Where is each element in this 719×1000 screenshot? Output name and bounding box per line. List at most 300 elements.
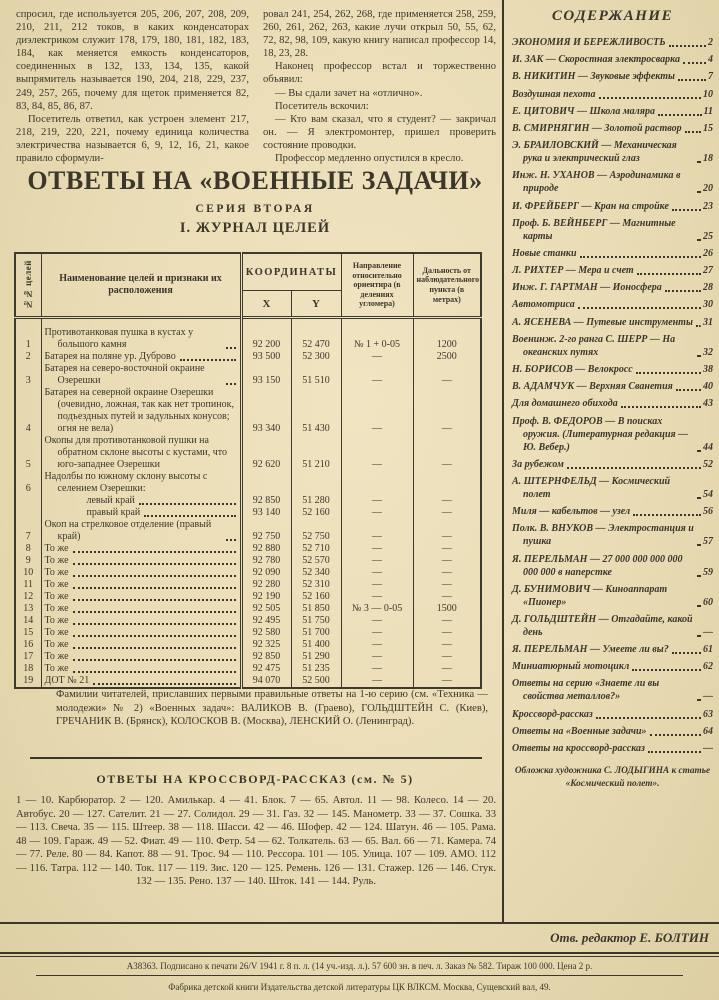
toc-page-number: 30 bbox=[703, 299, 713, 311]
cell-y: 52 750 bbox=[291, 519, 341, 543]
toc-page-number: 44 bbox=[703, 441, 713, 453]
dotted-leader bbox=[578, 307, 701, 309]
cell-y: 52 340 bbox=[291, 567, 341, 579]
header-x: X bbox=[241, 291, 291, 318]
toc-page-number: 10 bbox=[703, 88, 713, 100]
dotted-leader bbox=[672, 209, 701, 211]
table-row bbox=[15, 471, 481, 495]
cell-y: 52 500 bbox=[291, 675, 341, 688]
cell-direction: — bbox=[341, 363, 413, 387]
section-title: ОТВЕТЫ НА «ВОЕННЫЕ ЗАДАЧИ» bbox=[27, 166, 483, 195]
cell-number: 14 bbox=[23, 615, 34, 626]
toc-item: А. ЯСЕНЕВА — Путевые инструменты 31 bbox=[512, 316, 713, 328]
cell-distance: — bbox=[413, 555, 481, 567]
cell-name: ДОТ № 21 bbox=[41, 675, 241, 688]
cell-distance: 1200 bbox=[413, 318, 481, 352]
table-row bbox=[15, 579, 481, 591]
toc-page-number: — bbox=[703, 691, 713, 703]
dotted-leader bbox=[580, 256, 701, 258]
toc-page-number: 4 bbox=[708, 54, 713, 66]
toc-item: Е. ЦИТОВИЧ — Школа маляра 11 bbox=[512, 105, 713, 117]
dotted-leader bbox=[73, 659, 236, 661]
toc-page-number: 63 bbox=[703, 708, 713, 720]
cell-y: 51 430 bbox=[291, 387, 341, 435]
cell-x: 94 070 bbox=[241, 675, 291, 688]
dotted-leader bbox=[73, 623, 236, 625]
cell-direction: — bbox=[341, 675, 413, 688]
toc-item: ЭКОНОМИЯ И БЕРЕЖЛИВОСТЬ 2 bbox=[512, 37, 713, 48]
editor-line: Отв. редактор Е. БОЛТИН bbox=[550, 930, 709, 945]
intro-column-2 bbox=[263, 8, 496, 165]
goals-table-header bbox=[15, 253, 481, 318]
cell-distance: — bbox=[413, 435, 481, 471]
cell-name: То же bbox=[41, 591, 241, 603]
cell-name: Окопы для противотанковой пушки на обратном склоне высоты с кустами, что юго-западнее Озерешки bbox=[41, 435, 241, 471]
cell-y: 52 160 bbox=[291, 507, 341, 519]
dotted-leader bbox=[73, 635, 236, 637]
table-row bbox=[15, 675, 481, 688]
cell-x: 92 495 bbox=[241, 615, 291, 627]
cell-name: То же bbox=[41, 651, 241, 663]
cell-number bbox=[15, 495, 41, 507]
dotted-leader bbox=[685, 131, 701, 133]
cell-number: 17 bbox=[23, 651, 34, 662]
dotted-leader bbox=[696, 325, 701, 327]
section-series: СЕРИЯ ВТОРАЯ bbox=[195, 203, 315, 215]
table-row bbox=[15, 495, 481, 507]
cell-number: 1 bbox=[15, 318, 41, 352]
table-row bbox=[15, 567, 481, 579]
cell-x: 93 500 bbox=[241, 351, 291, 363]
dotted-leader bbox=[648, 751, 701, 753]
cell-x: 92 475 bbox=[241, 663, 291, 675]
cell-name: То же bbox=[41, 543, 241, 555]
dotted-leader bbox=[697, 239, 701, 241]
cell-name: правый край bbox=[41, 507, 241, 519]
dotted-leader bbox=[697, 191, 701, 193]
cell-number: 10 bbox=[23, 567, 34, 578]
dotted-leader bbox=[139, 503, 236, 505]
table-row bbox=[15, 639, 481, 651]
dotted-leader bbox=[678, 79, 706, 81]
dotted-leader bbox=[596, 717, 701, 719]
cell-direction: — bbox=[341, 387, 413, 435]
dotted-leader bbox=[73, 563, 236, 565]
toc-item: Л. РИХТЕР — Мера и счет 27 bbox=[512, 265, 713, 277]
table-row bbox=[15, 555, 481, 567]
cell-name: То же bbox=[41, 555, 241, 567]
cell-y: 52 470 bbox=[291, 318, 341, 352]
cell-number: 16 bbox=[23, 639, 34, 650]
header-distance: Дальность от наблюдательного пункта (в метрах) bbox=[413, 253, 481, 318]
cell-y: 51 510 bbox=[291, 363, 341, 387]
toc-item: И. ФРЕЙБЕРГ — Кран на стройке 23 bbox=[512, 200, 713, 212]
cell-x: 92 620 bbox=[241, 435, 291, 471]
table-row bbox=[15, 615, 481, 627]
dotted-leader bbox=[632, 669, 701, 671]
toc-item: Автомотриса 30 bbox=[512, 299, 713, 311]
cell-distance: — bbox=[413, 519, 481, 543]
cell-x: 92 880 bbox=[241, 543, 291, 555]
cell-number: 8 bbox=[25, 543, 31, 554]
cell-distance: — bbox=[413, 495, 481, 507]
toc-item: Проф. Б. ВЕЙНБЕРГ — Магнитные карты 25 bbox=[512, 217, 713, 242]
cell-name: То же bbox=[41, 639, 241, 651]
dotted-leader bbox=[567, 467, 701, 469]
toc-item: Проф. В. ФЕДОРОВ — В поисках оружия. (Литературная редакция — Ю. Вебер.) 44 bbox=[512, 415, 713, 453]
cell-x: 93 340 bbox=[241, 387, 291, 435]
paragraph: ровал 241, 254, 262, 268, где применяется 258, 259, 260, 261, 262, 263, какие лучи открыл 50, 55, 62, 72, 82, 98, 109, какую книгу написал профессор 14, 18, 23, 28. bbox=[263, 9, 496, 60]
cell-direction: — bbox=[341, 519, 413, 543]
dotted-leader bbox=[697, 161, 701, 163]
cell-x: 92 780 bbox=[241, 555, 291, 567]
toc-item: Н. БОРИСОВ — Велокросс 38 bbox=[512, 364, 713, 375]
cell-direction: — bbox=[341, 663, 413, 675]
dotted-leader bbox=[697, 450, 701, 452]
table-row bbox=[15, 543, 481, 555]
cell-direction: — bbox=[341, 543, 413, 555]
cell-name: Батарея на северо-восточной окраине Озерешки bbox=[41, 363, 241, 387]
cell-direction: № 3 — 0-05 bbox=[341, 603, 413, 615]
cell-x: 92 850 bbox=[241, 651, 291, 663]
paragraph: — Вы сдали зачет на «отлично». bbox=[275, 87, 423, 99]
cell-distance: — bbox=[413, 639, 481, 651]
cell-direction: — bbox=[341, 615, 413, 627]
cell-distance: — bbox=[413, 567, 481, 579]
dotted-leader bbox=[637, 273, 701, 275]
cell-name: Надолбы по южному склону высоты с селением Озерешки: bbox=[41, 471, 241, 495]
cell-direction: — bbox=[341, 507, 413, 519]
column-divider bbox=[502, 0, 504, 922]
cell-name: То же bbox=[41, 615, 241, 627]
cell-y: 52 160 bbox=[291, 591, 341, 603]
table-row bbox=[15, 351, 481, 363]
toc-item: Миниатюрный мотоцикл 62 bbox=[512, 661, 713, 673]
cell-name: левый край bbox=[41, 495, 241, 507]
cell-distance: — bbox=[413, 675, 481, 688]
table-row bbox=[15, 651, 481, 663]
paragraph: — Кто вам сказал, что я студент? — закричал он. — Я электромонтер, пришел проверить состояние проводки. bbox=[263, 113, 496, 151]
toc-page-number: 23 bbox=[703, 200, 713, 212]
cell-name: Окоп на стрелковое отделение (правый край) bbox=[41, 519, 241, 543]
toc-page-number: 43 bbox=[703, 398, 713, 410]
dotted-leader bbox=[73, 575, 236, 577]
cell-direction bbox=[341, 471, 413, 495]
dotted-leader bbox=[621, 406, 701, 408]
cell-x: 92 850 bbox=[241, 495, 291, 507]
table-row bbox=[15, 363, 481, 387]
toc-page-number: 7 bbox=[708, 71, 713, 83]
crossword-answers-text: 1 — 10. Карбюратор. 2 — 120. Амилькар. 4 — 41. Блок. 7 — 65. Автол. 11 — 98. Колесо. 14 — 20. Автобус. 20 — 127. Сателит. 21 — 27. Солидол. 29 — 31. Газ. 32 — 145. Манометр. 33 — 37. Сошка. 33 — 113. Свеча. 35 — 115. Штеер. 38 — 118. Шасси. 42 — 46. Шофер. 42 — 124. Шатун. 46 — 105. Рама. 48 — 109. Гараж. 49 — 52. Фиат. 49 — 110. Фетр. 54 — 62. Толкатель. 63 — 65. Вал. 66 — 71. Камера. 74 — 77. Реле. 80 — 84. Капот. 88 — 91. Трос. 94 — 110. Рессора. 101 — 105. Улица. 107 — 109. АМО. 112 — 116. Татра. 112 — 140. Ток. 117 — 119. Зис. 120 — 125. Ремень. 126 — 131. Стажер. 126 — 146. Стук. 132 — 135. Рено. 137 — 140. Шток. 141 — 144. Руль. bbox=[16, 795, 496, 887]
toc-page-number: 59 bbox=[703, 566, 713, 578]
toc-page-number: 27 bbox=[703, 265, 713, 277]
cell-y: 51 400 bbox=[291, 639, 341, 651]
cell-number: 5 bbox=[25, 459, 31, 470]
paragraph: Посетитель ответил, как устроен элемент 217, 218, 219, 220, 221, почему единица количества электричества называется 6, 9, 12, 16, 21, какое правило сформули- bbox=[16, 113, 249, 165]
cell-number bbox=[15, 507, 41, 519]
colophon-rule-top bbox=[0, 952, 719, 957]
cell-x: 92 580 bbox=[241, 627, 291, 639]
table-row bbox=[15, 627, 481, 639]
cell-number: 9 bbox=[25, 555, 31, 566]
cell-distance: — bbox=[413, 363, 481, 387]
dotted-leader bbox=[73, 587, 236, 589]
cell-x: 93 150 bbox=[241, 363, 291, 387]
cell-direction: — bbox=[341, 627, 413, 639]
dotted-leader bbox=[672, 652, 701, 654]
divider-rule bbox=[30, 757, 482, 759]
toc-page-number: 40 bbox=[703, 381, 713, 393]
crossword-answers-title: ОТВЕТЫ НА КРОССВОРД-РАССКАЗ (см. № 5) bbox=[96, 772, 414, 786]
cell-y: 51 700 bbox=[291, 627, 341, 639]
cell-x: 93 140 bbox=[241, 507, 291, 519]
toc-page-number: 20 bbox=[703, 183, 713, 195]
dotted-leader bbox=[73, 551, 236, 553]
section-journal: I. ЖУРНАЛ ЦЕЛЕЙ bbox=[179, 220, 331, 236]
cover-note: Обложка художника С. ЛОДЫГИНА к статье «Космический полет». bbox=[514, 766, 711, 789]
cell-direction: — bbox=[341, 651, 413, 663]
cell-number: 2 bbox=[25, 351, 31, 362]
cell-distance: — bbox=[413, 579, 481, 591]
toc-item: Кроссворд-рассказ 63 bbox=[512, 708, 713, 720]
toc-page-number: 32 bbox=[703, 346, 713, 358]
intro-column-1 bbox=[16, 8, 249, 165]
toc-title: СОДЕРЖАНИЕ bbox=[551, 8, 674, 24]
cell-distance: — bbox=[413, 507, 481, 519]
dotted-leader bbox=[226, 539, 236, 541]
toc-page-number: 57 bbox=[703, 536, 713, 548]
cell-x: 92 750 bbox=[241, 519, 291, 543]
cell-name: Противотанковая пушка в кустах у большого камня bbox=[41, 318, 241, 352]
dotted-leader bbox=[697, 575, 701, 577]
toc-page-number: 2 bbox=[708, 37, 713, 48]
dotted-leader bbox=[144, 515, 235, 517]
dotted-leader bbox=[73, 647, 236, 649]
intro-text bbox=[16, 8, 496, 165]
table-row bbox=[15, 507, 481, 519]
cell-number: 4 bbox=[25, 423, 31, 434]
dotted-leader bbox=[665, 290, 701, 292]
table-row bbox=[15, 591, 481, 603]
toc-item: Ответы на серию «Знаете ли вы свойства металлов?» — bbox=[512, 678, 713, 703]
header-direction: Направление относительно ориентира (в делениях угломера) bbox=[341, 253, 413, 318]
dotted-leader bbox=[633, 514, 701, 516]
table-row bbox=[15, 663, 481, 675]
toc-page-number: — bbox=[703, 743, 713, 754]
toc-item: Инж. Н. УХАНОВ — Аэродинамика в природе 20 bbox=[512, 170, 713, 195]
toc-item: В. НИКИТИН — Звуковые эффекты 7 bbox=[512, 71, 713, 83]
toc-page-number: — bbox=[703, 626, 713, 638]
cell-direction: — bbox=[341, 495, 413, 507]
cell-y: 51 235 bbox=[291, 663, 341, 675]
toc-item: Военинж. 2-го ранга С. ШЕРР — На океанских путях 32 bbox=[512, 333, 713, 358]
table-row bbox=[15, 387, 481, 435]
toc-page-number: 64 bbox=[703, 725, 713, 737]
cell-name: То же bbox=[41, 579, 241, 591]
cell-y: 51 750 bbox=[291, 615, 341, 627]
table-row bbox=[15, 318, 481, 352]
dotted-leader bbox=[697, 605, 701, 607]
dotted-leader bbox=[180, 359, 236, 361]
cell-x: 92 325 bbox=[241, 639, 291, 651]
cell-number: 3 bbox=[25, 375, 31, 386]
toc-item: В. АДАМЧУК — Верхняя Сванетия 40 bbox=[512, 381, 713, 393]
table-row bbox=[15, 519, 481, 543]
cell-distance: 1500 bbox=[413, 603, 481, 615]
toc-page-number: 60 bbox=[703, 596, 713, 608]
cell-y: 52 300 bbox=[291, 351, 341, 363]
header-target-number: №№ целей bbox=[23, 260, 34, 310]
cell-number: 15 bbox=[23, 627, 34, 638]
toc-item: Я. ПЕРЕЛЬМАН — Умеете ли вы? 61 bbox=[512, 644, 713, 656]
dotted-leader bbox=[73, 671, 236, 673]
cell-number: 18 bbox=[23, 663, 34, 674]
paragraph: спросил, где используется 205, 206, 207, 208, 209, 210, 211, 212 токов, в каких конденсаторах диэлектриком служит 178, 179, 180, 181, 182, 183, 184, как меняется емкость конденсаторов, соединенных в 132, 133, 134, 135, какой выпрямитель называется 190, 204, 218, 229, 237, 249, 257, 265, почему для щеток применяется 82, 83, 84, 85, 86, 87. bbox=[16, 9, 249, 112]
toc-item: Миля — кабельтов — узел 56 bbox=[512, 506, 713, 518]
dotted-leader bbox=[93, 683, 235, 685]
cell-distance: 2500 bbox=[413, 351, 481, 363]
publisher-line: Фабрика детской книги Издательства детской литературы ЦК ВЛКСМ. Москва, Сущевский вал, 49. bbox=[168, 982, 551, 992]
toc-page-number: 52 bbox=[703, 458, 713, 470]
toc-page-number: 62 bbox=[703, 661, 713, 673]
toc-item: А. ШТЕРНФЕЛЬД — Космический полет 54 bbox=[512, 475, 713, 500]
answers-section-heading bbox=[14, 166, 496, 237]
cell-direction: — bbox=[341, 555, 413, 567]
toc-item: Инж. Г. ГАРТМАН — Ионосфера 28 bbox=[512, 282, 713, 294]
dotted-leader bbox=[697, 544, 701, 546]
cell-direction: — bbox=[341, 351, 413, 363]
cell-y: 51 280 bbox=[291, 495, 341, 507]
print-info-line: А38363. Подписано к печати 26/V 1941 г. 8 п. л. (14 уч.-изд. л.). 57 600 зн. в печ. л. Заказ № 582. Тираж 100 000. Цена 2 р. bbox=[126, 961, 593, 971]
toc-item: Э. БРАИЛОВСКИЙ — Механическая рука и электрический глаз 18 bbox=[512, 140, 713, 165]
goals-table bbox=[14, 252, 482, 689]
toc-item: Д. ГОЛЬДШТЕЙН — Отгадайте, какой день — bbox=[512, 613, 713, 638]
header-target-name: Наименование целей и признаки их расположения bbox=[41, 253, 241, 318]
cell-distance: — bbox=[413, 615, 481, 627]
toc-item: Ответы на кроссворд-рассказ — bbox=[512, 743, 713, 754]
dotted-leader bbox=[73, 599, 236, 601]
table-row bbox=[15, 435, 481, 471]
cell-y: 52 570 bbox=[291, 555, 341, 567]
cell-number: 6 bbox=[25, 483, 31, 494]
cell-y: 51 290 bbox=[291, 651, 341, 663]
bottom-rule bbox=[0, 922, 719, 924]
dotted-leader bbox=[636, 372, 701, 374]
toc-page-number: 31 bbox=[703, 316, 713, 328]
colophon-rule-bottom bbox=[36, 975, 683, 976]
dotted-leader bbox=[683, 62, 706, 64]
cell-distance: — bbox=[413, 591, 481, 603]
toc-item: Новые станки 26 bbox=[512, 247, 713, 259]
cell-name: То же bbox=[41, 603, 241, 615]
table-row bbox=[15, 603, 481, 615]
cell-direction: — bbox=[341, 639, 413, 651]
toc-item: И. ЗАК — Скоростная электросварка 4 bbox=[512, 54, 713, 66]
cell-x: 92 280 bbox=[241, 579, 291, 591]
dotted-leader bbox=[650, 734, 701, 736]
cell-distance: — bbox=[413, 663, 481, 675]
cell-name: Батарея на поляне ур. Дуброво bbox=[41, 351, 241, 363]
cell-name: Батарея на северной окраине Озерешки (очевидно, ложная, так как нет тропинок, подъездных путей и задульных конусов; огня не вела) bbox=[41, 387, 241, 435]
cell-number: 11 bbox=[23, 579, 34, 590]
toc-item: В. СМИРНЯГИН — Золотой раствор 15 bbox=[512, 122, 713, 134]
toc-page-number: 15 bbox=[703, 122, 713, 134]
readers-note: Фамилии читателей, приславших первыми правильные ответы на 1-ю серию (см. «Техника — молодежи» № 2) «Военных задач»: ВАЛИКОВ В. (Граево), ГОЛЬДШТЕЙН С. (Киев), ГРЕЧАНИК В. (Брянск), КОЛОСКОВ В. (Москва), ЛЕНСКИЙ О. (Ленинград). bbox=[56, 689, 488, 728]
table-of-contents bbox=[512, 8, 713, 790]
toc-page-number: 18 bbox=[703, 153, 713, 165]
toc-page-number: 56 bbox=[703, 506, 713, 518]
toc-page-number: 61 bbox=[703, 644, 713, 656]
paragraph: Посетитель вскочил: bbox=[275, 100, 369, 112]
cell-direction: № 1 + 0-05 bbox=[341, 318, 413, 352]
cell-name: То же bbox=[41, 663, 241, 675]
toc-item: Д. БУНИМОВИЧ — Киноаппарат «Пионер» 60 bbox=[512, 583, 713, 608]
cell-distance: — bbox=[413, 387, 481, 435]
cell-direction: — bbox=[341, 435, 413, 471]
dotted-leader bbox=[226, 347, 236, 349]
dotted-leader bbox=[697, 497, 701, 499]
dotted-leader bbox=[697, 355, 701, 357]
dotted-leader bbox=[73, 611, 236, 613]
cell-number: 13 bbox=[23, 603, 34, 614]
header-y: Y bbox=[291, 291, 341, 318]
toc-list bbox=[512, 36, 713, 755]
toc-page-number: 38 bbox=[703, 364, 713, 375]
cell-x bbox=[241, 471, 291, 495]
toc-page-number: 26 bbox=[703, 247, 713, 259]
toc-page-number: 54 bbox=[703, 488, 713, 500]
cell-x: 92 505 bbox=[241, 603, 291, 615]
cell-y: 51 210 bbox=[291, 435, 341, 471]
toc-page-number: 11 bbox=[703, 105, 713, 117]
toc-item: Для домашнего обихода 43 bbox=[512, 398, 713, 410]
cell-x: 92 090 bbox=[241, 567, 291, 579]
cell-distance: — bbox=[413, 651, 481, 663]
goals-table-body bbox=[15, 318, 481, 689]
dotted-leader bbox=[658, 114, 702, 116]
cell-number: 19 bbox=[23, 675, 34, 686]
cell-y: 52 710 bbox=[291, 543, 341, 555]
cell-distance: — bbox=[413, 543, 481, 555]
cell-number: 12 bbox=[23, 591, 34, 602]
cell-x: 92 190 bbox=[241, 591, 291, 603]
cell-direction: — bbox=[341, 567, 413, 579]
dotted-leader bbox=[226, 383, 236, 385]
toc-page-number: 25 bbox=[703, 230, 713, 242]
cell-direction: — bbox=[341, 579, 413, 591]
dotted-leader bbox=[676, 389, 701, 391]
cell-distance: — bbox=[413, 627, 481, 639]
toc-item: За рубежом 52 bbox=[512, 458, 713, 470]
dotted-leader bbox=[599, 97, 701, 99]
cell-y bbox=[291, 471, 341, 495]
cell-y: 51 850 bbox=[291, 603, 341, 615]
toc-item: Воздушная пехота 10 bbox=[512, 88, 713, 100]
paragraph: Наконец профессор встал и торжественно объявил: bbox=[263, 61, 496, 86]
cell-x: 92 200 bbox=[241, 318, 291, 352]
cell-number: 7 bbox=[25, 531, 31, 542]
cell-name: То же bbox=[41, 627, 241, 639]
cell-direction: — bbox=[341, 591, 413, 603]
toc-page-number: 28 bbox=[703, 282, 713, 294]
dotted-leader bbox=[697, 635, 701, 637]
dotted-leader bbox=[697, 699, 701, 701]
toc-item: Я. ПЕРЕЛЬМАН — 27 000 000 000 000 000 000 в наперстке 59 bbox=[512, 553, 713, 578]
cell-name: То же bbox=[41, 567, 241, 579]
cell-y: 52 310 bbox=[291, 579, 341, 591]
toc-item: Полк. В. ВНУКОВ — Электростанция и пушка 57 bbox=[512, 523, 713, 548]
paragraph: Профессор медленно опустился в кресло. bbox=[275, 153, 464, 165]
